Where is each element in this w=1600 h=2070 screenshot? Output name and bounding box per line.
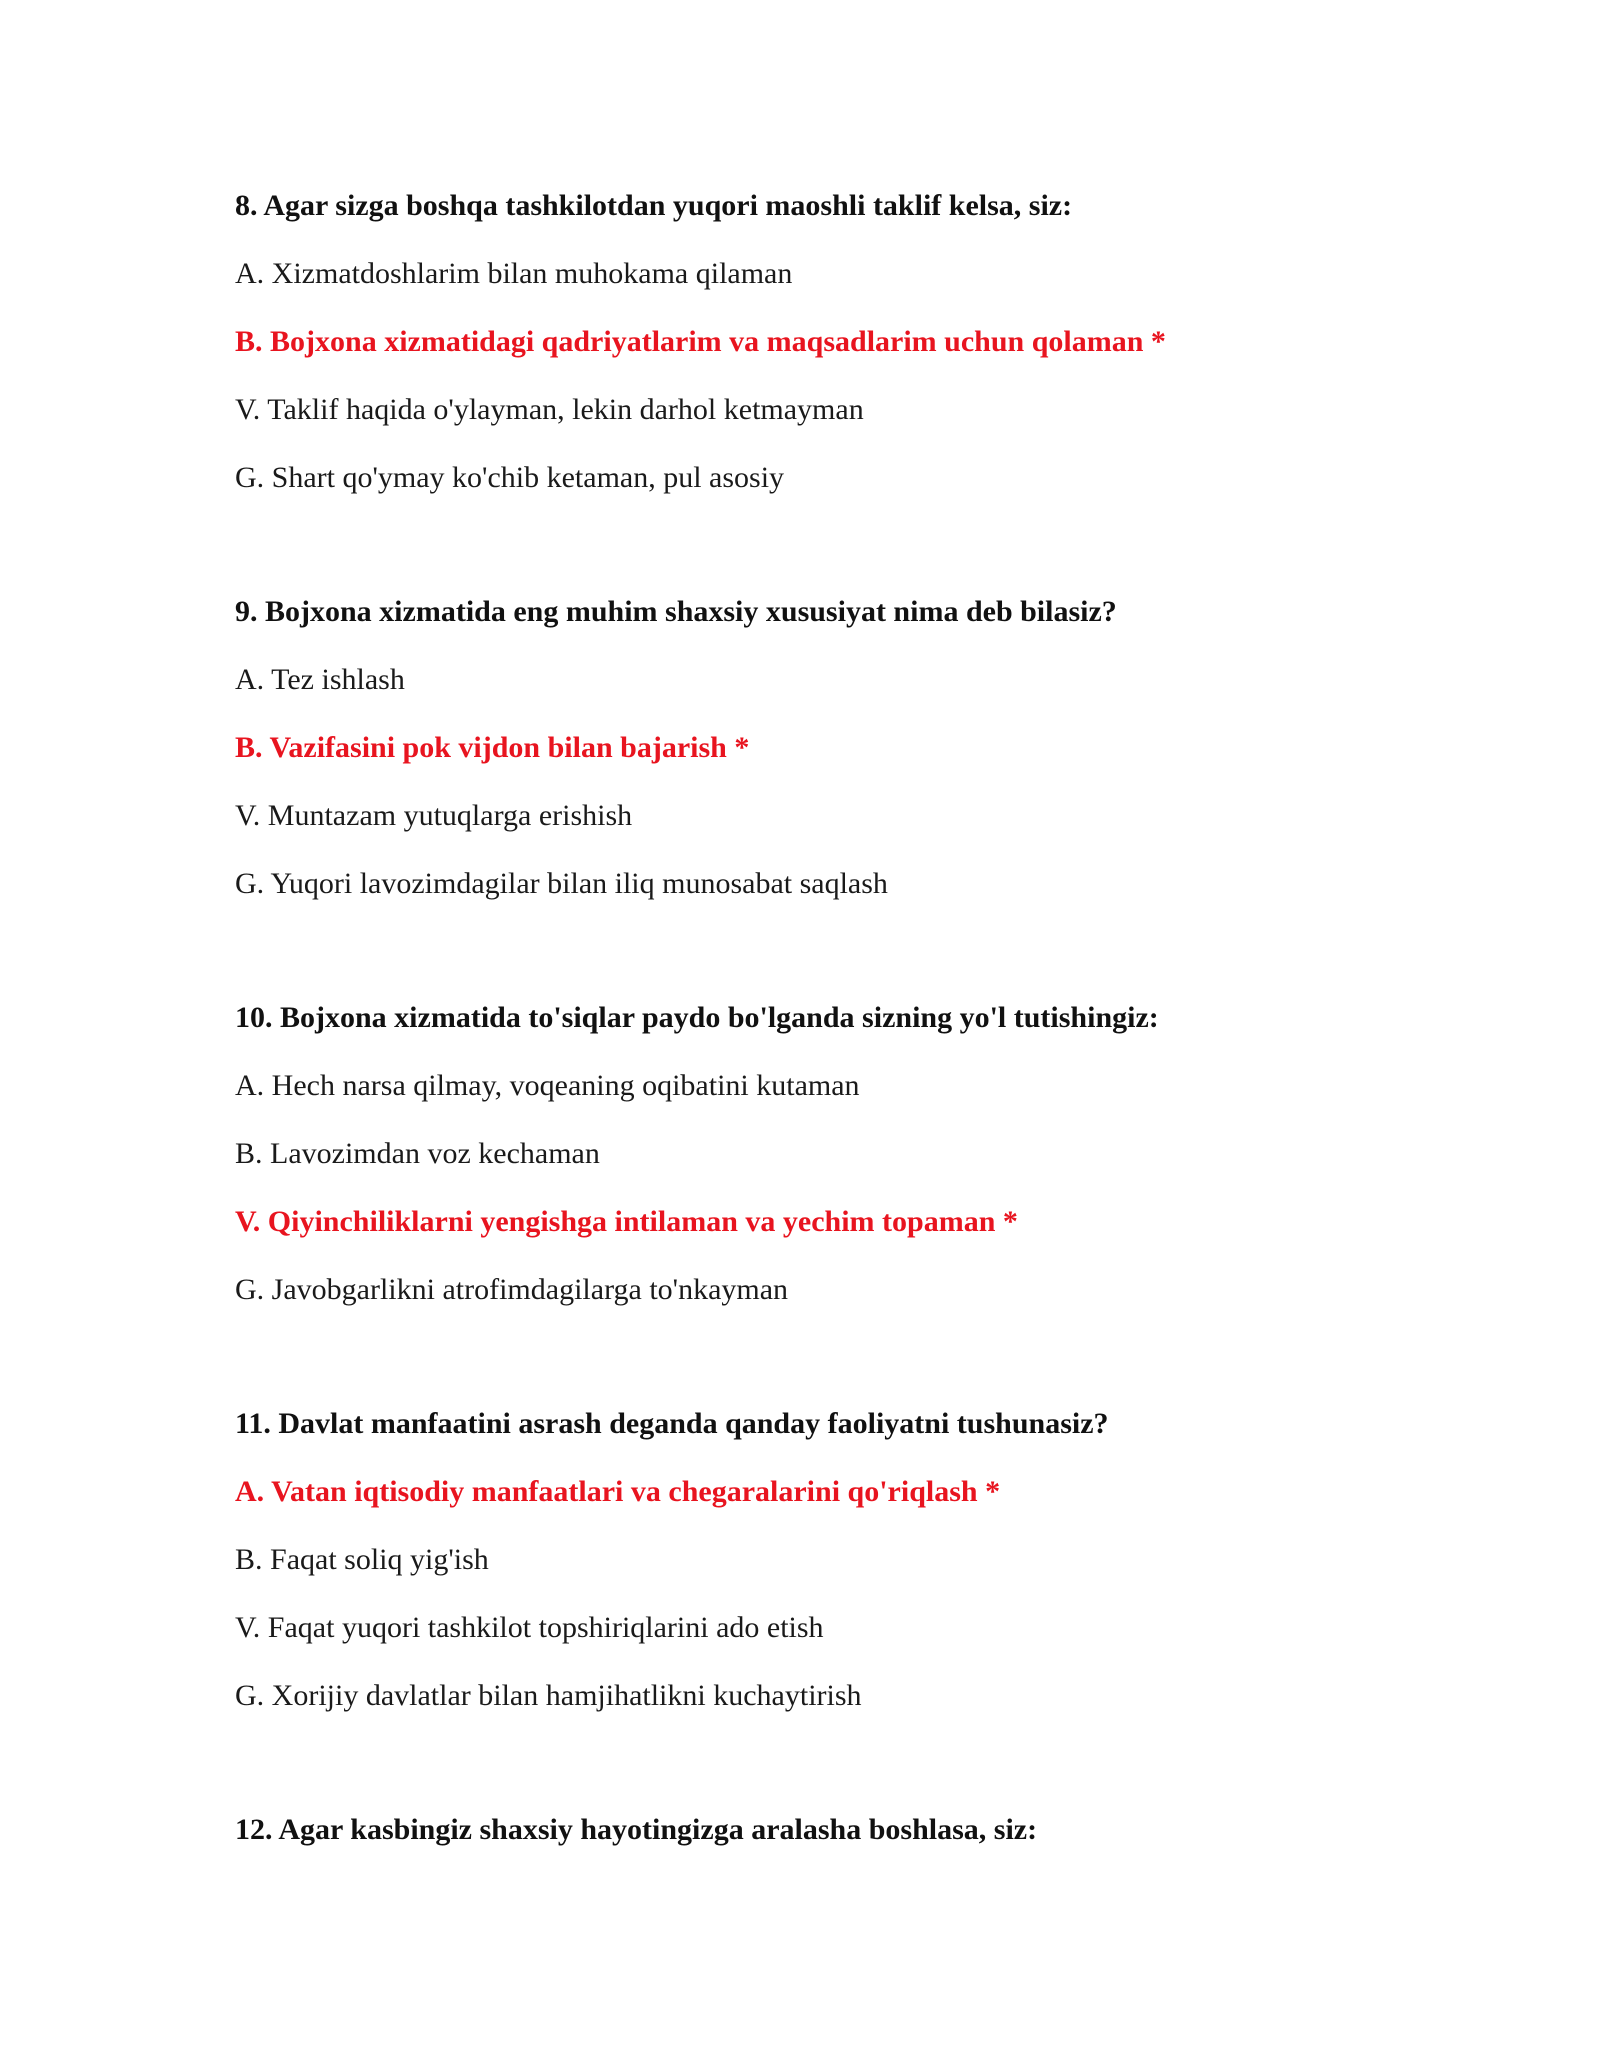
question-8	[235, 188, 1435, 496]
option-b: B. Lavozimdan voz kechaman	[235, 1137, 600, 1170]
question-11	[235, 1406, 1435, 1714]
question-9	[235, 594, 1435, 902]
option-b: B. Faqat soliq yig'ish	[235, 1543, 489, 1576]
option-g: G. Yuqori lavozimdagilar bilan iliq munosabat saqlash	[235, 867, 888, 900]
question-title: 9. Bojxona xizmatida eng muhim shaxsiy xususiyat nima deb bilasiz?	[235, 595, 1117, 628]
option-v-correct: V. Qiyinchiliklarni yengishga intilaman va yechim topaman *	[235, 1205, 1018, 1238]
question-title: 8. Agar sizga boshqa tashkilotdan yuqori maoshli taklif kelsa, siz:	[235, 189, 1073, 222]
option-a-correct: A. Vatan iqtisodiy manfaatlari va chegaralarini qo'riqlash *	[235, 1475, 1001, 1508]
option-b-correct: B. Vazifasini pok vijdon bilan bajarish *	[235, 731, 750, 764]
option-v: V. Muntazam yutuqlarga erishish	[235, 799, 633, 832]
question-title: 11. Davlat manfaatini asrash deganda qanday faoliyatni tushunasiz?	[235, 1407, 1109, 1440]
option-a: A. Xizmatdoshlarim bilan muhokama qilaman	[235, 257, 793, 290]
option-a: A. Hech narsa qilmay, voqeaning oqibatini kutaman	[235, 1069, 860, 1102]
option-b-correct: B. Bojxona xizmatidagi qadriyatlarim va maqsadlarim uchun qolaman *	[235, 325, 1166, 358]
question-10	[235, 1000, 1435, 1308]
question-title: 12. Agar kasbingiz shaxsiy hayotingizga aralasha boshlasa, siz:	[235, 1813, 1038, 1846]
question-title: 10. Bojxona xizmatida to'siqlar paydo bo'lganda sizning yo'l tutishingiz:	[235, 1001, 1159, 1034]
option-v: V. Faqat yuqori tashkilot topshiriqlarini ado etish	[235, 1611, 824, 1644]
question-12	[235, 1812, 1435, 1848]
option-v: V. Taklif haqida o'ylayman, lekin darhol ketmayman	[235, 393, 864, 426]
option-g: G. Shart qo'ymay ko'chib ketaman, pul asosiy	[235, 461, 785, 494]
option-g: G. Xorijiy davlatlar bilan hamjihatlikni kuchaytirish	[235, 1679, 862, 1712]
option-a: A. Tez ishlash	[235, 663, 405, 696]
option-g: G. Javobgarlikni atrofimdagilarga to'nkayman	[235, 1273, 789, 1306]
